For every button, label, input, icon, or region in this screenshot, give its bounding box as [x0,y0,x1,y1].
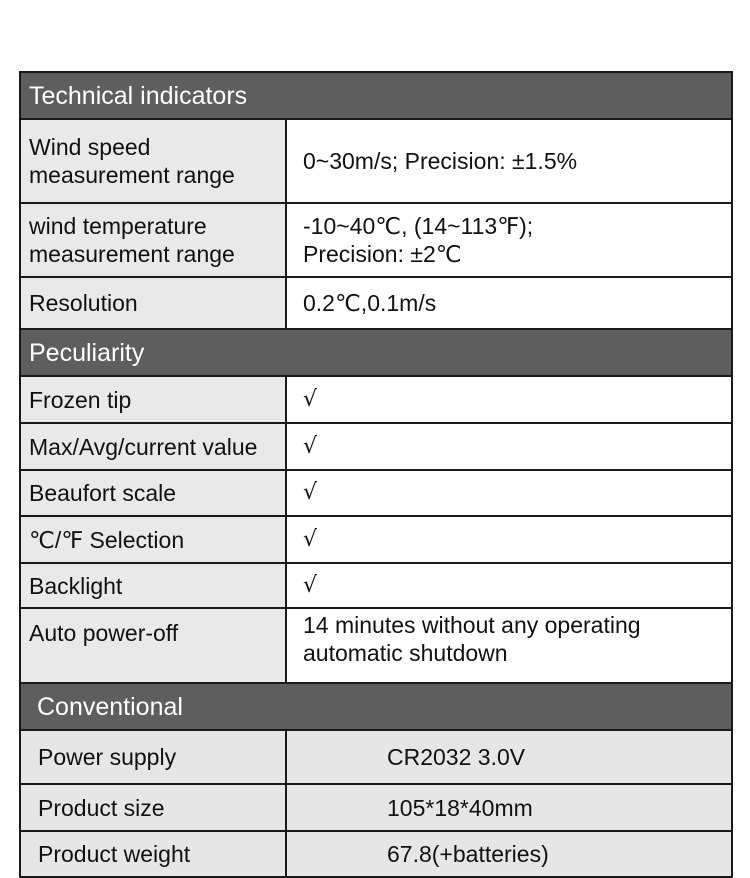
row-beaufort-scale [20,470,732,516]
row-unit-selection [20,516,732,563]
value-wind-temperature: -10~40℃, (14~113℉); Precision: ±2℃ [286,203,732,277]
check-unit-selection: √ [286,516,732,563]
row-resolution [20,277,732,329]
label-auto-power-off: Auto power-off [20,608,286,683]
label-resolution: Resolution [20,277,286,329]
row-wind-speed [20,119,732,203]
row-max-avg-current [20,423,732,470]
section-header-peculiarity [20,329,732,376]
section-title-technical: Technical indicators [20,72,732,119]
value-resolution: 0.2℃,0.1m/s [286,277,732,329]
label-max-avg-current: Max/Avg/current value [20,423,286,470]
row-backlight [20,563,732,608]
value-product-weight: 67.8(+batteries) [286,831,732,877]
row-product-size [20,784,732,831]
check-beaufort-scale: √ [286,470,732,516]
label-product-weight: Product weight [20,831,286,877]
check-backlight: √ [286,563,732,608]
label-wind-temperature: wind temperature measurement range [20,203,286,277]
check-max-avg-current: √ [286,423,732,470]
row-power-supply [20,730,732,784]
section-header-conventional [20,683,732,730]
value-auto-power-off: 14 minutes without any operating automatic shutdown [286,608,732,683]
label-backlight: Backlight [20,563,286,608]
value-product-size: 105*18*40mm [286,784,732,831]
value-power-supply: CR2032 3.0V [286,730,732,784]
row-wind-temperature [20,203,732,277]
check-frozen-tip: √ [286,376,732,423]
row-frozen-tip [20,376,732,423]
row-product-weight [20,831,732,877]
label-beaufort-scale: Beaufort scale [20,470,286,516]
spec-table [19,71,733,878]
label-power-supply: Power supply [20,730,286,784]
section-header-technical [20,72,732,119]
label-frozen-tip: Frozen tip [20,376,286,423]
value-wind-speed: 0~30m/s; Precision: ±1.5% [286,119,732,203]
label-product-size: Product size [20,784,286,831]
section-title-conventional: Conventional [20,683,732,730]
section-title-peculiarity: Peculiarity [20,329,732,376]
row-auto-power-off [20,608,732,683]
label-wind-speed: Wind speed measurement range [20,119,286,203]
label-unit-selection: ℃/℉ Selection [20,516,286,563]
